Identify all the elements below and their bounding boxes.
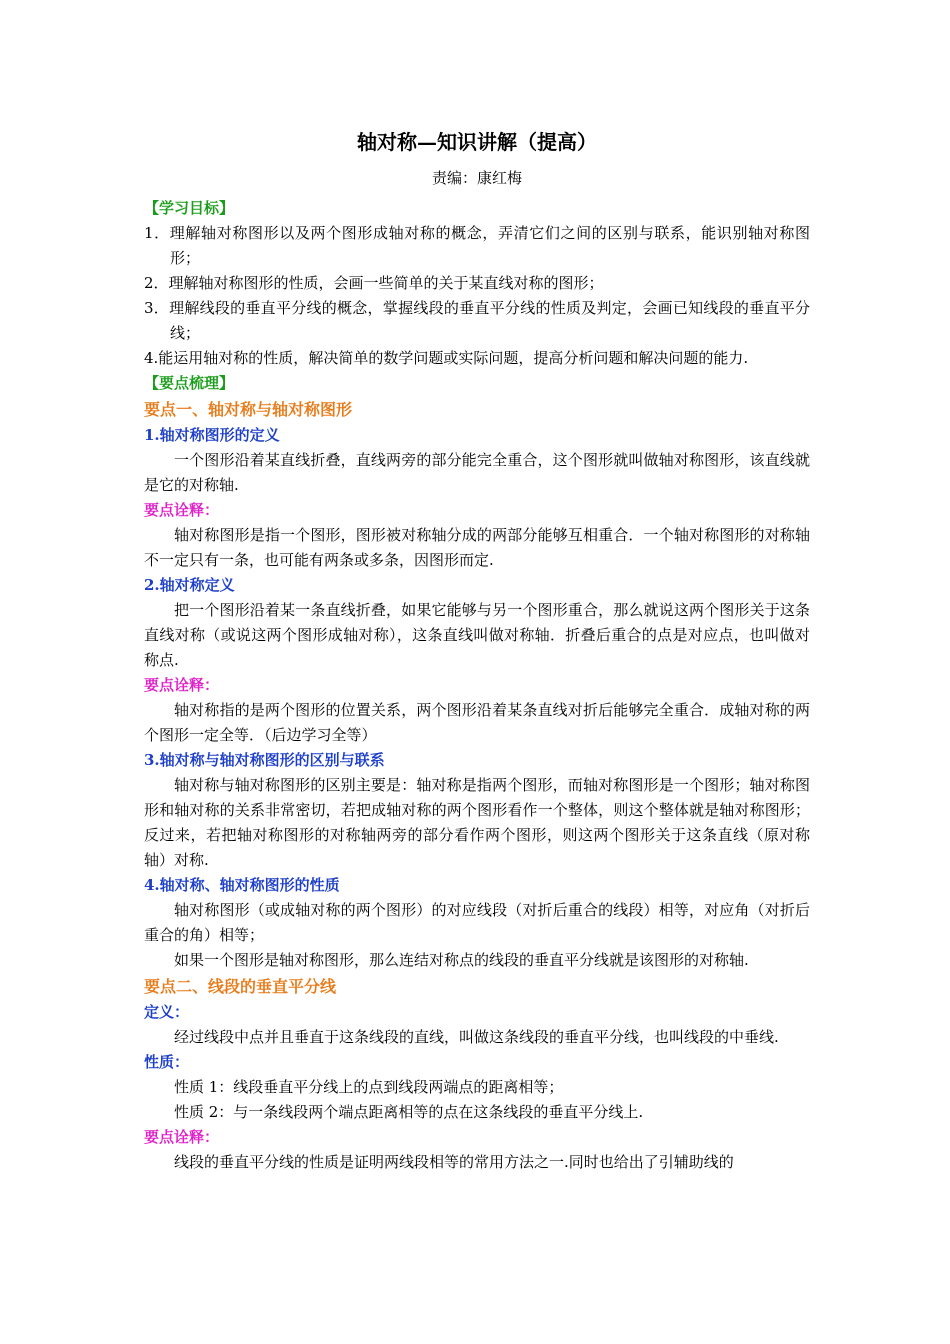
point2-heading: 要点二、线段的垂直平分线 <box>144 977 337 996</box>
point2-prop-heading: 性质： <box>144 1053 190 1071</box>
author-line: 责编：康红梅 <box>431 169 522 187</box>
goals-heading: 【学习目标】 <box>144 199 235 217</box>
point1-s1-note-heading: 要点诠释： <box>144 501 220 519</box>
document-page <box>144 128 810 1175</box>
summary-heading: 【要点梳理】 <box>144 374 235 392</box>
point1-s4-text2: 如果一个图形是轴对称图形，那么连结对称点的线段的垂直平分线就是该图形的对称轴. <box>174 951 749 969</box>
goal-item-2: 2．理解轴对称图形的性质，会画一些简单的关于某直线对称的图形； <box>144 274 604 292</box>
goal-item-3: 3．理解线段的垂直平分线的概念，掌握线段的垂直平分线的性质及判定，会画已知线段的垂直平分线； <box>144 299 810 342</box>
point1-s2-text: 把一个图形沿着某一条直线折叠，如果它能够与另一个图形重合，那么就说这两个图形关于这条直线对称（或说这两个图形成轴对称），这条直线叫做对称轴．折叠后重合的点是对应点，也叫做对称点. <box>144 601 810 669</box>
point1-s4-heading: 4.轴对称、轴对称图形的性质 <box>144 876 340 894</box>
point1-s1-note: 轴对称图形是指一个图形，图形被对称轴分成的两部分能够互相重合．一个轴对称图形的对称轴不一定只有一条，也可能有两条或多条，因图形而定. <box>144 526 810 569</box>
point2-def-text: 经过线段中点并且垂直于这条线段的直线，叫做这条线段的垂直平分线，也叫线段的中垂线. <box>174 1028 779 1046</box>
point1-s4-text1: 轴对称图形（或成轴对称的两个图形）的对应线段（对折后重合的线段）相等，对应角（对折后重合的角）相等； <box>144 901 810 944</box>
point1-s1-heading: 1.轴对称图形的定义 <box>144 426 280 444</box>
point2-note-text: 线段的垂直平分线的性质是证明两线段相等的常用方法之一.同时也给出了引辅助线的 <box>174 1153 734 1171</box>
point2-note-heading: 要点诠释： <box>144 1128 220 1146</box>
point1-s2-note-heading: 要点诠释： <box>144 676 220 694</box>
point2-def-heading: 定义： <box>144 1003 190 1021</box>
point1-s1-text: 一个图形沿着某直线折叠，直线两旁的部分能完全重合，这个图形就叫做轴对称图形，该直线就是它的对称轴. <box>144 451 810 494</box>
point2-prop1: 性质 1：线段垂直平分线上的点到线段两端点的距离相等； <box>174 1078 564 1096</box>
point1-s3-heading: 3.轴对称与轴对称图形的区别与联系 <box>144 751 385 769</box>
goal-item-4: 4.能运用轴对称的性质，解决简单的数学问题或实际问题，提高分析问题和解决问题的能力. <box>144 349 749 367</box>
document-title: 轴对称—知识讲解（提高） <box>357 130 597 154</box>
point1-heading: 要点一、轴对称与轴对称图形 <box>144 400 353 419</box>
point2-prop2: 性质 2：与一条线段两个端点距离相等的点在这条线段的垂直平分线上. <box>174 1103 644 1121</box>
point1-s3-text: 轴对称与轴对称图形的区别主要是：轴对称是指两个图形，而轴对称图形是一个图形；轴对称图形和轴对称的关系非常密切，若把成轴对称的两个图形看作一个整体，则这个整体就是轴对称图形；反过来，若把轴对称图形的对称轴两旁的部分看作两个图形，则这两个图形关于这条直线（原对称轴）对称. <box>144 776 810 869</box>
goal-item-1: 1．理解轴对称图形以及两个图形成轴对称的概念，弄清它们之间的区别与联系，能识别轴对称图形； <box>144 224 810 267</box>
point1-s2-heading: 2.轴对称定义 <box>144 576 235 594</box>
point1-s2-note: 轴对称指的是两个图形的位置关系，两个图形沿着某条直线对折后能够完全重合．成轴对称的两个图形一定全等．（后边学习全等） <box>144 701 810 744</box>
